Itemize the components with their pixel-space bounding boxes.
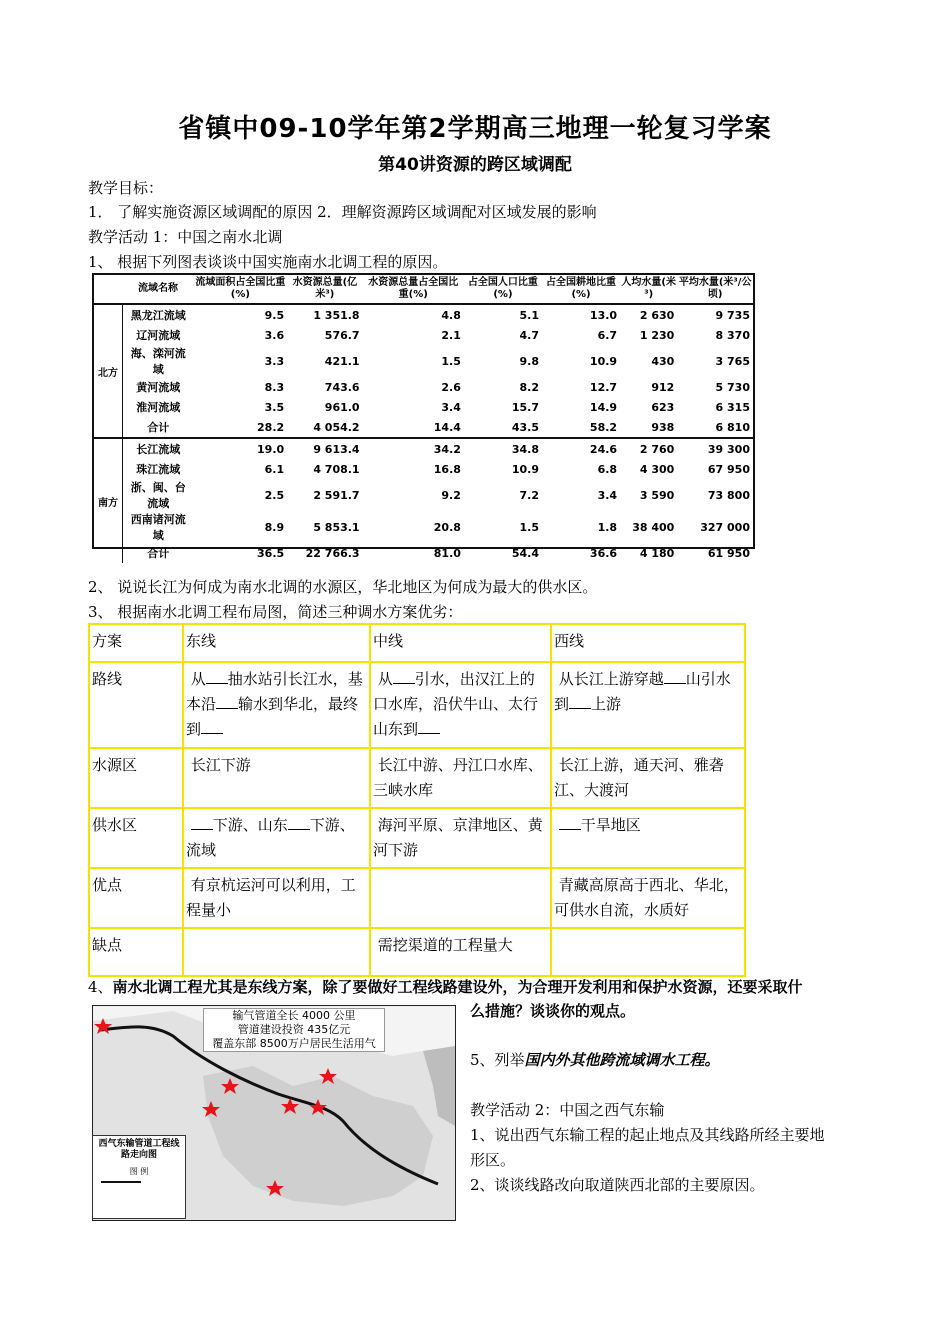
cell-text: 青藏高原高于西北、华北，可供水自流，水质好 bbox=[554, 876, 739, 919]
table-cell: 28.2 bbox=[257, 420, 285, 434]
table-cell: 10.9 bbox=[589, 354, 618, 368]
table-cell: 73 800 bbox=[707, 488, 750, 502]
table-cell bbox=[551, 808, 745, 868]
basin-name: 珠江流域 bbox=[136, 463, 181, 476]
fill-blank[interactable] bbox=[569, 694, 591, 709]
question-4 bbox=[88, 976, 803, 997]
table-cell: 9.8 bbox=[519, 354, 539, 368]
table-cell: 15.7 bbox=[511, 400, 539, 414]
table-cell bbox=[551, 928, 745, 976]
fill-blank[interactable] bbox=[191, 815, 213, 830]
col-header: 占全国耕地比重(%) bbox=[542, 275, 620, 304]
basin-name: 长江流域 bbox=[123, 438, 194, 459]
map-info-length: 输气管道全长 4000 公里 bbox=[232, 1009, 356, 1022]
table-cell: 5 853.1 bbox=[313, 520, 360, 534]
cell-text: 长江上游，通天河、雅砻江、大渡河 bbox=[554, 756, 724, 799]
table-row bbox=[89, 748, 745, 808]
basin-name: 黑龙江流域 bbox=[130, 309, 186, 322]
table-cell: 1.5 bbox=[441, 354, 461, 368]
table-cell: 4.7 bbox=[519, 328, 539, 342]
cell-text: 长江中游、丹江口水库、三峡水库 bbox=[373, 756, 543, 799]
col-header: 水资源总量(亿米³) bbox=[287, 275, 362, 304]
cell-text: 上游 bbox=[591, 695, 622, 713]
table-cell: 2.5 bbox=[264, 488, 285, 502]
table-row bbox=[89, 624, 745, 662]
cell-text: 下游、山东 bbox=[212, 816, 288, 834]
table-cell: 36.6 bbox=[589, 546, 618, 560]
table-cell: 2.6 bbox=[441, 380, 461, 394]
table-cell: 20.8 bbox=[433, 520, 461, 534]
table-cell: 5 730 bbox=[715, 380, 750, 394]
col-header: 流域名称 bbox=[123, 275, 194, 304]
basin-name: 黄河流域 bbox=[136, 381, 181, 394]
table-cell: 3 765 bbox=[715, 354, 750, 368]
table-cell: 9.5 bbox=[264, 308, 285, 322]
table-cell: 4 300 bbox=[639, 462, 675, 476]
basin-name: 合计 bbox=[147, 547, 170, 560]
table-cell: 743.6 bbox=[324, 380, 360, 394]
table-cell: 9 613.4 bbox=[287, 438, 362, 459]
table-row bbox=[94, 417, 753, 438]
table-cell: 1.5 bbox=[519, 520, 539, 534]
question-3: 3、 根据南水北调工程布局图，简述三种调水方案优劣： bbox=[88, 603, 463, 621]
fill-blank[interactable] bbox=[206, 669, 228, 684]
table-cell: 576.7 bbox=[324, 328, 360, 342]
cell-text: 下游、流域 bbox=[186, 816, 355, 859]
col-header: 流域面积占全国比重(%) bbox=[194, 275, 288, 304]
q5-number: 5、列举 bbox=[470, 1051, 525, 1069]
legend-subtitle: 图 例 bbox=[129, 1167, 149, 1176]
table-cell: 67 950 bbox=[707, 462, 750, 476]
table-cell: 3 590 bbox=[639, 488, 675, 502]
basin-name: 海、滦河流域 bbox=[130, 347, 186, 376]
table-cell: 19.0 bbox=[194, 438, 288, 459]
table-cell bbox=[551, 868, 745, 928]
table-cell: 方案 bbox=[89, 624, 183, 662]
map-info-investment: 管道建设投资 435亿元 bbox=[237, 1023, 351, 1036]
table-cell: 421.1 bbox=[324, 354, 360, 368]
table-cell bbox=[183, 928, 370, 976]
table-cell: 8.3 bbox=[264, 380, 285, 394]
table-cell: 8.2 bbox=[519, 380, 539, 394]
table-cell: 1 230 bbox=[639, 328, 675, 342]
table-row bbox=[94, 325, 753, 345]
table-cell: 3.3 bbox=[264, 354, 285, 368]
table-row bbox=[94, 511, 753, 543]
question-1: 1、 根据下列图表谈谈中国实施南水北调工程的原因。 bbox=[88, 253, 448, 271]
table-row bbox=[94, 459, 753, 479]
table-cell: 3.4 bbox=[441, 400, 461, 414]
region-label: 南方 bbox=[94, 438, 123, 563]
table-cell: 4 054.2 bbox=[313, 420, 360, 434]
basin-name: 合计 bbox=[147, 421, 170, 434]
table-row bbox=[94, 397, 753, 417]
table-cell: 13.0 bbox=[589, 308, 618, 322]
page-title: 省镇中09-10学年第2学期高三地理一轮复习学案 bbox=[178, 114, 772, 144]
fill-blank[interactable] bbox=[393, 669, 415, 684]
fill-blank[interactable] bbox=[559, 815, 581, 830]
basin-name: 辽河流域 bbox=[136, 329, 181, 342]
fill-blank[interactable] bbox=[201, 719, 223, 734]
activity2-heading: 教学活动 2：中国之西气东输 bbox=[470, 1101, 665, 1119]
table-cell: 中线 bbox=[370, 624, 551, 662]
table-cell: 2 630 bbox=[639, 308, 675, 322]
table-cell: 2.1 bbox=[441, 328, 461, 342]
table-cell: 路线 bbox=[89, 662, 183, 748]
table-cell: 西线 bbox=[551, 624, 745, 662]
question-4-cont: 么措施？谈谈你的观点。 bbox=[470, 1002, 636, 1020]
table-cell: 16.8 bbox=[433, 462, 461, 476]
q4-text: 南水北调工程尤其是东线方案，除了要做好工程线路建设外，为合理开发利用和保护水资源，还要采取什 bbox=[112, 978, 803, 996]
table-cell: 12.7 bbox=[589, 380, 618, 394]
table-cell: 938 bbox=[651, 420, 675, 434]
cell-text: 需挖渠道的工程量大 bbox=[377, 936, 513, 954]
table-cell: 1 351.8 bbox=[313, 308, 360, 322]
table-cell: 3.6 bbox=[264, 328, 285, 342]
cell-text: 干旱地区 bbox=[580, 816, 641, 834]
table-row bbox=[89, 868, 745, 928]
table-row bbox=[89, 928, 745, 976]
activity2-q2: 2、谈谈线路改向取道陕西北部的主要原因。 bbox=[470, 1176, 765, 1194]
fill-blank[interactable] bbox=[418, 719, 440, 734]
table-cell bbox=[370, 662, 551, 748]
cell-text: 引水，出汉江上的 bbox=[414, 670, 535, 688]
col-header: 人均水量(米³) bbox=[620, 275, 677, 304]
table-cell: 8.9 bbox=[264, 520, 285, 534]
table-cell: 4.8 bbox=[441, 308, 461, 322]
table-row bbox=[94, 304, 753, 325]
table-cell: 14.9 bbox=[589, 400, 618, 414]
table-cell: 961.0 bbox=[324, 400, 360, 414]
table-row bbox=[94, 438, 753, 459]
table-cell: 6.1 bbox=[264, 462, 285, 476]
table-cell bbox=[183, 748, 370, 808]
table-cell: 7.2 bbox=[519, 488, 539, 502]
map-info-coverage: 覆盖东部 8500万户居民生活用气 bbox=[212, 1037, 376, 1050]
table-cell: 供水区 bbox=[89, 808, 183, 868]
fill-blank[interactable] bbox=[288, 815, 310, 830]
col-header: 平均水量(米³/公顷) bbox=[677, 275, 753, 304]
table-cell bbox=[551, 748, 745, 808]
table-cell: 东线 bbox=[183, 624, 370, 662]
water-resources-table bbox=[92, 273, 755, 560]
table-cell: 43.5 bbox=[511, 420, 539, 434]
table-row bbox=[94, 543, 753, 563]
objectives-text: 1． 了解实施资源区域调配的原因 2．理解资源跨区域调配对区域发展的影响 bbox=[88, 203, 597, 221]
table-cell: 327 000 bbox=[700, 520, 750, 534]
table-cell bbox=[183, 808, 370, 868]
legend-pipeline-symbol bbox=[101, 1181, 141, 1183]
table-row bbox=[89, 808, 745, 868]
basin-name: 浙、闽、台流域 bbox=[130, 481, 186, 510]
table-cell: 912 bbox=[651, 380, 675, 394]
table-row bbox=[94, 377, 753, 397]
table-cell: 4 708.1 bbox=[313, 462, 360, 476]
table-cell: 34.2 bbox=[363, 438, 464, 459]
table-row bbox=[94, 345, 753, 377]
table-cell: 58.2 bbox=[589, 420, 618, 434]
table-cell: 61 950 bbox=[707, 546, 750, 560]
table-cell: 6.7 bbox=[597, 328, 618, 342]
table-cell: 2 760 bbox=[620, 438, 677, 459]
table-cell bbox=[370, 868, 551, 928]
table-cell: 1.8 bbox=[597, 520, 618, 534]
table-cell: 24.6 bbox=[542, 438, 620, 459]
cell-text: 山引水到 bbox=[554, 670, 731, 713]
table-cell: 14.4 bbox=[433, 420, 461, 434]
table-cell: 81.0 bbox=[433, 546, 461, 560]
plan-comparison-table bbox=[88, 623, 746, 977]
table-cell: 623 bbox=[651, 400, 675, 414]
table-cell: 缺点 bbox=[89, 928, 183, 976]
table-cell bbox=[183, 868, 370, 928]
table-cell bbox=[370, 928, 551, 976]
table-cell: 8 370 bbox=[715, 328, 750, 342]
table-cell: 6 810 bbox=[715, 420, 750, 434]
table-cell: 4 180 bbox=[639, 546, 675, 560]
activity2-q1-cont: 形区。 bbox=[470, 1151, 516, 1169]
table-cell: 优点 bbox=[89, 868, 183, 928]
fill-blank[interactable] bbox=[216, 694, 238, 709]
map-legend bbox=[92, 1135, 186, 1219]
table-cell: 3.5 bbox=[264, 400, 285, 414]
table-row bbox=[94, 479, 753, 511]
objectives-label: 教学目标： bbox=[88, 179, 164, 197]
legend-title: 西气东输管道工程线路走向图 bbox=[98, 1139, 180, 1160]
table-cell: 38 400 bbox=[632, 520, 675, 534]
col-header: 占全国人口比重(%) bbox=[464, 275, 542, 304]
activity2-q1: 1、说出西气东输工程的起止地点及其线路所经主要地 bbox=[470, 1126, 825, 1144]
table-cell: 6 315 bbox=[715, 400, 750, 414]
fill-blank[interactable] bbox=[664, 669, 686, 684]
table-cell: 22 766.3 bbox=[305, 546, 360, 560]
col-header: 水资源总量占全国比重(%) bbox=[363, 275, 464, 304]
table-cell: 34.8 bbox=[464, 438, 542, 459]
cell-text: 输水到华北，最终到 bbox=[186, 695, 359, 738]
basin-name: 淮河流域 bbox=[136, 401, 181, 414]
cell-text: 从长江上游穿越 bbox=[558, 670, 664, 688]
question-2: 2、 说说长江为何成为南水北调的水源区，华北地区为何成为最大的供水区。 bbox=[88, 578, 598, 596]
cell-text: 口水库，沿伏牛山、太行山东到 bbox=[373, 695, 539, 738]
cell-text: 从 bbox=[190, 670, 206, 688]
table-cell: 3.4 bbox=[597, 488, 618, 502]
q5-text: 国内外其他跨流域调水工程。 bbox=[524, 1051, 720, 1069]
table-cell: 10.9 bbox=[511, 462, 539, 476]
region-label: 北方 bbox=[94, 304, 123, 438]
question-5 bbox=[470, 1049, 720, 1070]
table-cell: 36.5 bbox=[257, 546, 285, 560]
table-cell: 54.4 bbox=[511, 546, 539, 560]
table-cell: 水源区 bbox=[89, 748, 183, 808]
cell-text: 从 bbox=[377, 670, 393, 688]
table-cell: 9 735 bbox=[715, 308, 750, 322]
q4-number: 4、 bbox=[88, 978, 113, 996]
table-cell: 5.1 bbox=[519, 308, 539, 322]
table-row bbox=[89, 662, 745, 748]
table-cell: 2 591.7 bbox=[313, 488, 360, 502]
cell-text: 海河平原、京津地区、黄河下游 bbox=[373, 816, 543, 859]
data-table-header bbox=[94, 275, 753, 304]
lesson-subtitle: 第40讲资源的跨区域调配 bbox=[378, 155, 572, 175]
cell-text: 有京杭运河可以利用，工程量小 bbox=[186, 876, 356, 919]
table-cell bbox=[370, 748, 551, 808]
cell-text: 长江下游 bbox=[190, 756, 251, 774]
table-cell bbox=[370, 808, 551, 868]
map-info-box bbox=[203, 1008, 385, 1052]
table-cell: 6.8 bbox=[597, 462, 618, 476]
table-cell: 9.2 bbox=[441, 488, 461, 502]
activity1-heading: 教学活动 1：中国之南水北调 bbox=[88, 228, 283, 246]
cell-text: 抽水站引长江水，基本沿 bbox=[186, 670, 363, 713]
table-cell: 39 300 bbox=[677, 438, 753, 459]
table-cell bbox=[551, 662, 745, 748]
basin-name: 西南诸河流域 bbox=[130, 513, 186, 542]
table-cell bbox=[183, 662, 370, 748]
table-cell: 430 bbox=[651, 354, 675, 368]
